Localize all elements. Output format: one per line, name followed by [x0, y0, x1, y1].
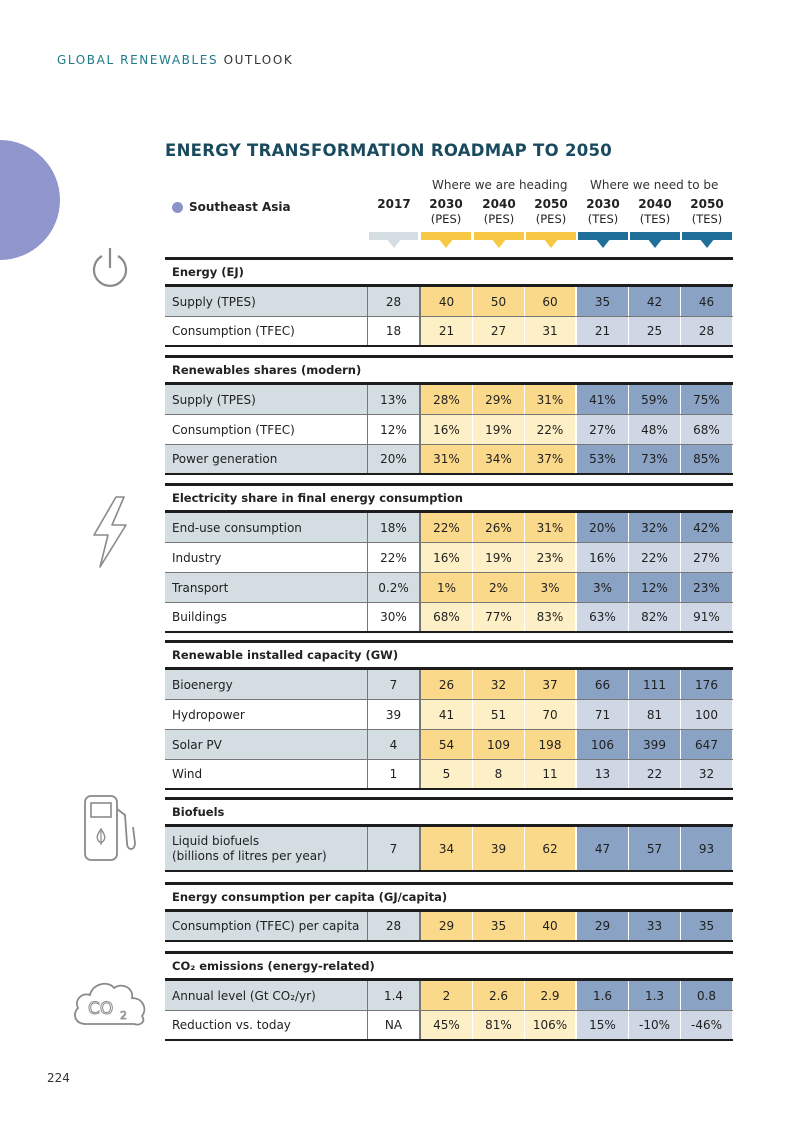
label-where-heading: Where we are heading — [432, 178, 568, 192]
value-cell: 198 — [525, 730, 577, 759]
scenario-marker — [630, 232, 680, 240]
value-cell: 1.6 — [577, 981, 629, 1010]
section-title: CO₂ emissions (energy-related) — [165, 951, 733, 981]
value-cell: 35 — [473, 912, 525, 940]
value-cell: 176 — [681, 670, 733, 699]
value-cell: 18% — [368, 513, 421, 542]
value-cell: 71 — [577, 700, 629, 729]
table-row — [165, 912, 733, 942]
value-cell: 37 — [525, 670, 577, 699]
value-cell: 25 — [629, 317, 681, 345]
scenario-marker — [682, 232, 732, 240]
value-cell: 29% — [473, 385, 525, 414]
value-cell: 2% — [473, 573, 525, 602]
value-cell: 20% — [577, 513, 629, 542]
value-cell: 2.9 — [525, 981, 577, 1010]
value-cell: 75% — [681, 385, 733, 414]
value-cell: 28 — [368, 287, 421, 316]
value-cell: 30% — [368, 603, 421, 631]
value-cell: 27 — [473, 317, 525, 345]
value-cell: 16% — [577, 543, 629, 572]
row-label: Reduction vs. today — [165, 1011, 368, 1039]
value-cell: -46% — [681, 1011, 733, 1039]
value-cell: 68% — [421, 603, 473, 631]
value-cell: 48% — [629, 415, 681, 444]
table-section — [165, 483, 733, 633]
column-year: 2040 — [482, 197, 516, 211]
column-header — [681, 197, 733, 227]
value-cell: 0.8 — [681, 981, 733, 1010]
value-cell: 13% — [368, 385, 421, 414]
value-cell: 37% — [525, 445, 577, 473]
value-cell: 51 — [473, 700, 525, 729]
header-title-part1: GLOBAL RENEWABLES — [57, 53, 219, 67]
value-cell: 18 — [368, 317, 421, 345]
value-cell: 22% — [368, 543, 421, 572]
row-label: Power generation — [165, 445, 368, 473]
column-scenario: (TES) — [587, 212, 619, 226]
value-cell: 82% — [629, 603, 681, 631]
svg-text:CO: CO — [88, 999, 114, 1019]
value-cell: 23% — [525, 543, 577, 572]
table-row — [165, 700, 733, 730]
row-label: Annual level (Gt CO₂/yr) — [165, 981, 368, 1010]
value-cell: 12% — [368, 415, 421, 444]
table-section — [165, 882, 733, 942]
table-section — [165, 797, 733, 872]
co2-cloud-icon — [70, 978, 150, 1030]
row-label: Transport — [165, 573, 368, 602]
value-cell: 7 — [368, 827, 421, 870]
value-cell: 22% — [421, 513, 473, 542]
value-cell: -10% — [629, 1011, 681, 1039]
value-cell: 34% — [473, 445, 525, 473]
value-cell: 28 — [368, 912, 421, 940]
document-header — [57, 53, 293, 67]
row-label: Liquid biofuels (billions of litres per year) — [165, 827, 368, 870]
value-cell: 2.6 — [473, 981, 525, 1010]
value-cell: 81 — [629, 700, 681, 729]
table-row — [165, 670, 733, 700]
value-cell: 53% — [577, 445, 629, 473]
value-cell: 62 — [525, 827, 577, 870]
row-label: Supply (TPES) — [165, 287, 368, 316]
marker-triangle — [543, 238, 559, 248]
value-cell: 34 — [421, 827, 473, 870]
value-cell: 5 — [421, 760, 473, 788]
row-label: Bioenergy — [165, 670, 368, 699]
value-cell: 83% — [525, 603, 577, 631]
value-cell: 111 — [629, 670, 681, 699]
marker-triangle — [491, 238, 507, 248]
row-label: Hydropower — [165, 700, 368, 729]
power-icon — [89, 244, 131, 290]
value-cell: 66 — [577, 670, 629, 699]
value-cell: 35 — [681, 912, 733, 940]
table-row — [165, 445, 733, 475]
value-cell: 26% — [473, 513, 525, 542]
section-title: Renewables shares (modern) — [165, 355, 733, 385]
value-cell: 45% — [421, 1011, 473, 1039]
value-cell: 2 — [421, 981, 473, 1010]
value-cell: 4 — [368, 730, 421, 759]
column-header — [577, 197, 629, 227]
section-title: Renewable installed capacity (GW) — [165, 640, 733, 670]
value-cell: 1.4 — [368, 981, 421, 1010]
value-cell: 21 — [577, 317, 629, 345]
section-title: Energy consumption per capita (GJ/capita) — [165, 882, 733, 912]
marker-triangle — [386, 238, 402, 248]
value-cell: 85% — [681, 445, 733, 473]
value-cell: 70 — [525, 700, 577, 729]
section-title: Biofuels — [165, 797, 733, 827]
column-scenario: (PES) — [535, 212, 567, 226]
table-row — [165, 730, 733, 760]
value-cell: 50 — [473, 287, 525, 316]
value-cell: 68% — [681, 415, 733, 444]
row-label: Consumption (TFEC) — [165, 317, 368, 345]
value-cell: 59% — [629, 385, 681, 414]
value-cell: 42 — [629, 287, 681, 316]
value-cell: 77% — [473, 603, 525, 631]
value-cell: 42% — [681, 513, 733, 542]
column-header — [420, 197, 472, 227]
value-cell: 109 — [473, 730, 525, 759]
column-scenario: (TES) — [639, 212, 671, 226]
value-cell: 91% — [681, 603, 733, 631]
value-cell: 31% — [421, 445, 473, 473]
value-cell: 27% — [681, 543, 733, 572]
value-cell: 13 — [577, 760, 629, 788]
lightning-icon — [90, 495, 130, 570]
value-cell: 106 — [577, 730, 629, 759]
value-cell: 39 — [368, 700, 421, 729]
label-where-need: Where we need to be — [590, 178, 719, 192]
value-cell: 7 — [368, 670, 421, 699]
row-label: Consumption (TFEC) per capita — [165, 912, 368, 940]
value-cell: 73% — [629, 445, 681, 473]
value-cell: 35 — [577, 287, 629, 316]
value-cell: 19% — [473, 415, 525, 444]
table-row — [165, 981, 733, 1011]
value-cell: 93 — [681, 827, 733, 870]
row-label: Buildings — [165, 603, 368, 631]
column-header — [368, 197, 420, 212]
column-scenario: (TES) — [691, 212, 723, 226]
value-cell: 106% — [525, 1011, 577, 1039]
value-cell: 31 — [525, 317, 577, 345]
row-label: Wind — [165, 760, 368, 788]
column-scenario: (PES) — [483, 212, 515, 226]
value-cell: 1% — [421, 573, 473, 602]
column-header — [525, 197, 577, 227]
value-cell: 22% — [525, 415, 577, 444]
value-cell: 8 — [473, 760, 525, 788]
fuel-pump-icon — [80, 793, 140, 863]
value-cell: 12% — [629, 573, 681, 602]
row-label: Supply (TPES) — [165, 385, 368, 414]
value-cell: 39 — [473, 827, 525, 870]
value-cell: 16% — [421, 543, 473, 572]
value-cell: 20% — [368, 445, 421, 473]
value-cell: 28% — [421, 385, 473, 414]
scenario-marker — [369, 232, 418, 240]
table-row — [165, 385, 733, 415]
value-cell: 63% — [577, 603, 629, 631]
value-cell: 399 — [629, 730, 681, 759]
value-cell: 31% — [525, 513, 577, 542]
value-cell: 32 — [681, 760, 733, 788]
value-cell: 32 — [473, 670, 525, 699]
column-year: 2030 — [586, 197, 620, 211]
value-cell: 16% — [421, 415, 473, 444]
value-cell: 40 — [421, 287, 473, 316]
value-cell: 11 — [525, 760, 577, 788]
row-label: Industry — [165, 543, 368, 572]
marker-triangle — [438, 238, 454, 248]
value-cell: 28 — [681, 317, 733, 345]
value-cell: 41 — [421, 700, 473, 729]
value-cell: 81% — [473, 1011, 525, 1039]
value-cell: 1.3 — [629, 981, 681, 1010]
region-name: Southeast Asia — [189, 200, 291, 214]
value-cell: 23% — [681, 573, 733, 602]
table-row — [165, 760, 733, 790]
marker-triangle — [699, 238, 715, 248]
table-section — [165, 257, 733, 347]
column-year: 2040 — [638, 197, 672, 211]
table-row — [165, 827, 733, 872]
value-cell: 22 — [629, 760, 681, 788]
value-cell: 47 — [577, 827, 629, 870]
row-label: End-use consumption — [165, 513, 368, 542]
value-cell: 29 — [577, 912, 629, 940]
value-cell: 46 — [681, 287, 733, 316]
decorative-circle — [0, 140, 60, 260]
value-cell: 29 — [421, 912, 473, 940]
value-cell: 33 — [629, 912, 681, 940]
table-row — [165, 573, 733, 603]
table-row — [165, 603, 733, 633]
scenario-marker — [578, 232, 628, 240]
section-title: Energy (EJ) — [165, 257, 733, 287]
value-cell: 57 — [629, 827, 681, 870]
column-header — [629, 197, 681, 227]
column-header — [473, 197, 525, 227]
value-cell: 40 — [525, 912, 577, 940]
column-year: 2017 — [377, 197, 411, 211]
value-cell: 22% — [629, 543, 681, 572]
row-label: Consumption (TFEC) — [165, 415, 368, 444]
value-cell: 15% — [577, 1011, 629, 1039]
value-cell: 3% — [525, 573, 577, 602]
value-cell: 19% — [473, 543, 525, 572]
column-year: 2030 — [429, 197, 463, 211]
marker-triangle — [595, 238, 611, 248]
table-row — [165, 1011, 733, 1041]
scenario-marker — [526, 232, 576, 240]
table-section — [165, 951, 733, 1041]
value-cell: 60 — [525, 287, 577, 316]
page-title: ENERGY TRANSFORMATION ROADMAP TO 2050 — [165, 141, 613, 160]
marker-triangle — [647, 238, 663, 248]
table-row — [165, 513, 733, 543]
table-row — [165, 287, 733, 317]
value-cell: 26 — [421, 670, 473, 699]
column-year: 2050 — [534, 197, 568, 211]
value-cell: 0.2% — [368, 573, 421, 602]
header-title-part2: OUTLOOK — [223, 53, 294, 67]
scenario-marker — [421, 232, 471, 240]
table-section — [165, 355, 733, 475]
table-row — [165, 317, 733, 347]
value-cell: 3% — [577, 573, 629, 602]
column-scenario: (PES) — [430, 212, 462, 226]
value-cell: 21 — [421, 317, 473, 345]
row-label: Solar PV — [165, 730, 368, 759]
scenario-marker — [474, 232, 524, 240]
section-title: Electricity share in final energy consumption — [165, 483, 733, 513]
value-cell: 54 — [421, 730, 473, 759]
value-cell: 31% — [525, 385, 577, 414]
region-dot — [172, 202, 183, 213]
table-row — [165, 415, 733, 445]
value-cell: NA — [368, 1011, 421, 1039]
page-number: 224 — [47, 1071, 70, 1085]
value-cell: 647 — [681, 730, 733, 759]
value-cell: 27% — [577, 415, 629, 444]
value-cell: 100 — [681, 700, 733, 729]
table-section — [165, 640, 733, 790]
value-cell: 1 — [368, 760, 421, 788]
region-legend — [172, 200, 291, 214]
table-row — [165, 543, 733, 573]
column-year: 2050 — [690, 197, 724, 211]
svg-text:2: 2 — [120, 1009, 127, 1022]
value-cell: 41% — [577, 385, 629, 414]
value-cell: 32% — [629, 513, 681, 542]
